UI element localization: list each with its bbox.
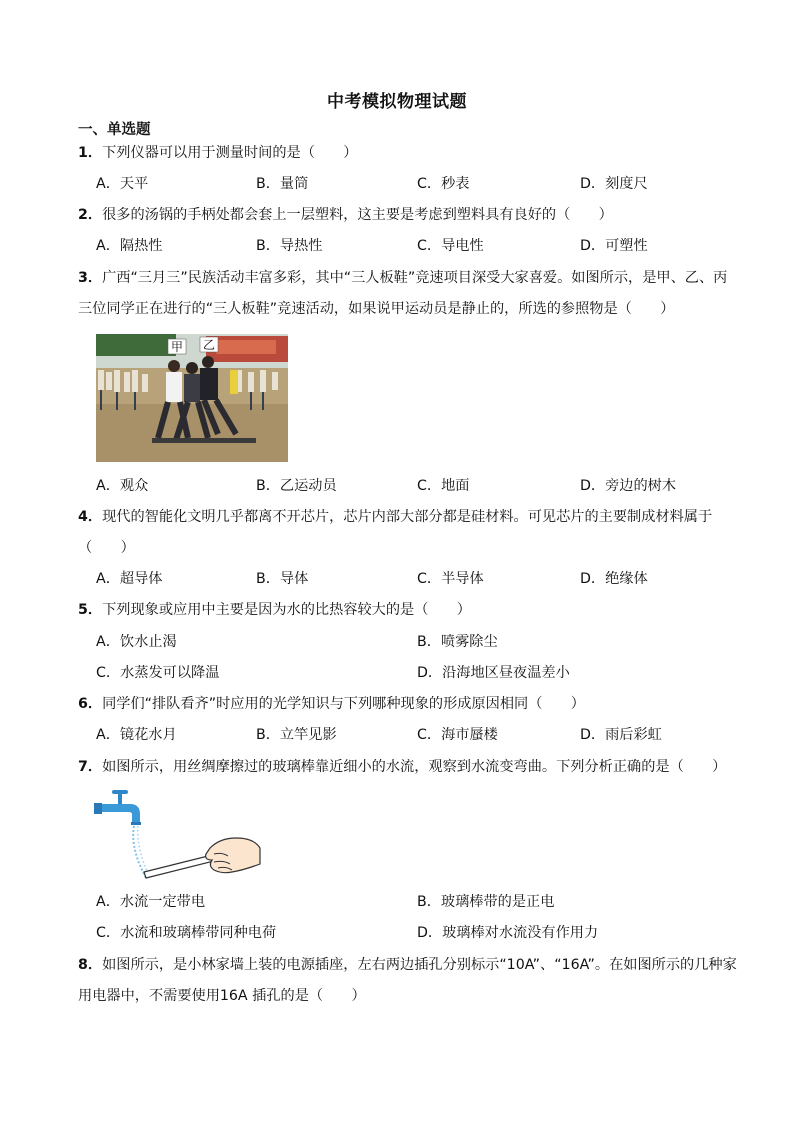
question-8 bbox=[78, 955, 737, 975]
option-a: A．隔热性 bbox=[96, 238, 163, 254]
question-number: 4． bbox=[78, 509, 103, 525]
option-d: D．绝缘体 bbox=[580, 571, 648, 587]
option-c: C．地面 bbox=[417, 478, 470, 494]
question-text: 同学们“排队看齐”时应用的光学知识与下列哪种现象的形成原因相同（ ） bbox=[102, 696, 585, 712]
faucet-icon bbox=[100, 804, 140, 822]
question-4 bbox=[78, 507, 712, 527]
option-b: B．立竿见影 bbox=[256, 727, 337, 743]
question-number: 8． bbox=[78, 957, 103, 973]
question-4-line-2: （ ） bbox=[78, 540, 135, 556]
water-stream bbox=[133, 826, 146, 878]
question-3-line-2: 三位同学正在进行的“三人板鞋”竞速活动，如果说甲运动员是静止的，所选的参照物是（ ） bbox=[78, 301, 675, 317]
option-b: B．导热性 bbox=[256, 238, 323, 254]
question-text: 广西“三月三”民族活动丰富多彩，其中“三人板鞋”竞速项目深受大家喜爱。如图所示，是甲、乙、丙 bbox=[102, 270, 728, 286]
question-text: 下列仪器可以用于测量时间的是（ ） bbox=[102, 145, 358, 161]
question-8-line-2: 用电器中，不需要使用16A 插孔的是（ ） bbox=[78, 988, 366, 1004]
option-d: D．旁边的树木 bbox=[580, 478, 677, 494]
question-number: 6． bbox=[78, 696, 103, 712]
option-d: D．可塑性 bbox=[580, 238, 648, 254]
race-photo bbox=[96, 334, 288, 462]
question-text: 很多的汤锅的手柄处都会套上一层塑料，这主要是考虑到塑料具有良好的（ ） bbox=[102, 207, 613, 223]
question-6 bbox=[78, 694, 585, 714]
section-heading: 一、单选题 bbox=[78, 122, 151, 138]
option-d: D．沿海地区昼夜温差小 bbox=[417, 665, 570, 681]
option-c: C．海市蜃楼 bbox=[417, 727, 498, 743]
question-text: 现代的智能化文明几乎都离不开芯片，芯片内部大部分都是硅材料。可见芯片的主要制成材料属于 bbox=[102, 509, 713, 525]
photo-label-yi: 乙 bbox=[202, 338, 216, 352]
option-c: C．导电性 bbox=[417, 238, 484, 254]
option-d: D．雨后彩虹 bbox=[580, 727, 662, 743]
option-b: B．玻璃棒带的是正电 bbox=[417, 894, 555, 910]
question-number: 7． bbox=[78, 759, 103, 775]
option-a: A．镜花水月 bbox=[96, 727, 177, 743]
question-3 bbox=[78, 268, 727, 288]
option-b: B．量筒 bbox=[256, 176, 309, 192]
option-a: A．水流一定带电 bbox=[96, 894, 206, 910]
faucet-handle-icon bbox=[112, 790, 128, 794]
question-number: 1． bbox=[78, 145, 103, 161]
question-text: 如图所示，用丝绸摩擦过的玻璃棒靠近细小的水流，观察到水流变弯曲。下列分析正确的是（ ） bbox=[102, 759, 727, 775]
question-text: 下列现象或应用中主要是因为水的比热容较大的是（ ） bbox=[102, 602, 471, 618]
option-c: C．水蒸发可以降温 bbox=[96, 665, 220, 681]
question-2 bbox=[78, 205, 613, 225]
question-number: 5． bbox=[78, 602, 103, 618]
question-1 bbox=[78, 143, 357, 163]
page-title: 中考模拟物理试题 bbox=[327, 92, 467, 112]
option-d: D．刻度尺 bbox=[580, 176, 648, 192]
option-b: B．喷雾除尘 bbox=[417, 634, 498, 650]
option-a: A．天平 bbox=[96, 176, 149, 192]
question-number: 3． bbox=[78, 270, 103, 286]
question-5 bbox=[78, 600, 471, 620]
question-text: 如图所示，是小林家墙上装的电源插座，左右两边插孔分别标示“10A”、“16A”。在如图所示的几种家 bbox=[102, 957, 737, 973]
option-a: A．超导体 bbox=[96, 571, 163, 587]
option-d: D．玻璃棒对水流没有作用力 bbox=[417, 925, 599, 941]
option-c: C．秒表 bbox=[417, 176, 470, 192]
photo-label-jia: 甲 bbox=[170, 340, 184, 354]
question-number: 2． bbox=[78, 207, 103, 223]
hand-icon bbox=[206, 838, 260, 873]
question-7 bbox=[78, 757, 726, 777]
option-b: B．导体 bbox=[256, 571, 309, 587]
option-c: C．半导体 bbox=[417, 571, 484, 587]
option-a: A．饮水止渴 bbox=[96, 634, 177, 650]
faucet-glass-rod-figure bbox=[94, 786, 266, 880]
option-b: B．乙运动员 bbox=[256, 478, 337, 494]
option-c: C．水流和玻璃棒带同种电荷 bbox=[96, 925, 277, 941]
option-a: A．观众 bbox=[96, 478, 149, 494]
